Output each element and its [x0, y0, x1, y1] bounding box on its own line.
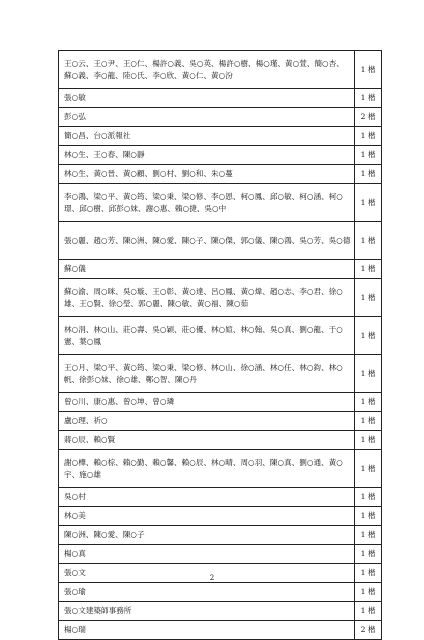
table-row	[59, 621, 382, 640]
count-cell: 1 楷	[355, 260, 382, 279]
page-number: 2	[209, 574, 215, 582]
count-cell: 1 楷	[355, 583, 382, 602]
table-row	[59, 279, 382, 317]
count-cell: 1 楷	[355, 431, 382, 450]
names-cell: 林○生、黃○晉、黃○顧、劉○村、劉○和、朱○蔓	[59, 165, 355, 184]
names-cell: 蘇○儀	[59, 260, 355, 279]
count-cell: 1 楷	[355, 146, 382, 165]
count-cell: 1 楷	[355, 393, 382, 412]
count-cell: 1 楷	[355, 488, 382, 507]
names-cell: 蔣○辰、賴○賢	[59, 431, 355, 450]
names-cell: 林○生、王○春、陳○靜	[59, 146, 355, 165]
table-row	[59, 583, 382, 602]
names-cell: 陳○洲、陳○愛、陳○子	[59, 526, 355, 545]
table-row	[59, 355, 382, 393]
names-cell: 蘇○渝、周○咪、吳○璇、王○彰、黃○達、呂○鳳、黃○煒、趙○志、李○君、徐○雄、王○賢、徐○瑩、郭○麗、陳○敏、黃○福、陳○茹	[59, 279, 355, 317]
count-cell: 1 楷	[355, 450, 382, 488]
table-row	[59, 165, 382, 184]
table-row	[59, 127, 382, 146]
names-cell: 林○涓、林○山、莊○壽、吳○穎、莊○優、林○媗、林○翰、吳○真、劉○龍、于○憲、葉○鳳	[59, 317, 355, 355]
count-cell: 1 楷	[355, 184, 382, 222]
table-row	[59, 108, 382, 127]
names-cell: 張○文	[59, 564, 355, 583]
names-cell: 王○云、王○尹、王○仁、楊許○義、吳○英、楊許○樹、楊○瑾、黃○萱、簡○杏、蘇○義、李○龍、陸○氏、李○欣、黃○仁、黃○汾	[59, 51, 355, 89]
table-row	[59, 602, 382, 621]
count-cell: 1 楷	[355, 545, 382, 564]
table-row	[59, 260, 382, 279]
table-row	[59, 545, 382, 564]
table-row	[59, 51, 382, 89]
count-cell: 1 楷	[355, 564, 382, 583]
table-row	[59, 317, 382, 355]
records-table	[58, 50, 382, 640]
count-cell: 2 楷	[355, 108, 382, 127]
names-cell: 彭○弘	[59, 108, 355, 127]
table-row	[59, 526, 382, 545]
count-cell: 1 楷	[355, 526, 382, 545]
names-cell: 楊○真	[59, 545, 355, 564]
count-cell: 1 楷	[355, 165, 382, 184]
names-cell: 曾○川、康○惠、曾○坤、曾○璘	[59, 393, 355, 412]
count-cell: 1 楷	[355, 317, 382, 355]
names-cell: 簡○昌、台○派報社	[59, 127, 355, 146]
names-cell: 盧○理、祈○	[59, 412, 355, 431]
names-cell: 吳○村	[59, 488, 355, 507]
names-cell: 張○瑜	[59, 583, 355, 602]
names-cell: 楊○瑞	[59, 621, 355, 640]
count-cell: 1 楷	[355, 279, 382, 317]
table-row	[59, 412, 382, 431]
names-cell: 張○敏	[59, 89, 355, 108]
table-row	[59, 89, 382, 108]
names-cell: 李○鴻、梁○平、黃○筠、梁○秉、梁○修、李○恩、柯○鳳、邱○敏、柯○涵、柯○璟、邱○樹、邱彭○妹、謝○惠、賴○捷、吳○中	[59, 184, 355, 222]
table-row	[59, 431, 382, 450]
names-cell: 王○月、梁○平、黃○筠、梁○秉、梁○修、林○山、徐○涵、林○任、林○鈞、林○帆、徐彭○妹、徐○雄、鄭○智、陳○丹	[59, 355, 355, 393]
table-row	[59, 450, 382, 488]
names-cell: 張○文建築師事務所	[59, 602, 355, 621]
table-row	[59, 488, 382, 507]
table-row	[59, 146, 382, 165]
records-table-body	[59, 51, 382, 640]
count-cell: 1 楷	[355, 89, 382, 108]
table-row	[59, 507, 382, 526]
names-cell: 謝○樺、賴○棕、賴○勤、賴○馨、賴○辰、林○晴、周○羽、陳○真、劉○通、黃○宇、施○雄	[59, 450, 355, 488]
names-cell: 張○麗、趙○芳、陳○洲、陳○愛、陳○子、陳○傑、郭○儀、陳○鴻、吳○芳、吳○德	[59, 222, 355, 260]
count-cell: 1 楷	[355, 507, 382, 526]
count-cell: 1 楷	[355, 355, 382, 393]
count-cell: 1 楷	[355, 51, 382, 89]
table-row	[59, 184, 382, 222]
count-cell: 1 楷	[355, 222, 382, 260]
count-cell: 1 楷	[355, 602, 382, 621]
count-cell: 1 楷	[355, 412, 382, 431]
table-row	[59, 222, 382, 260]
count-cell: 1 楷	[355, 127, 382, 146]
table-row	[59, 393, 382, 412]
count-cell: 2 楷	[355, 621, 382, 640]
names-cell: 林○美	[59, 507, 355, 526]
